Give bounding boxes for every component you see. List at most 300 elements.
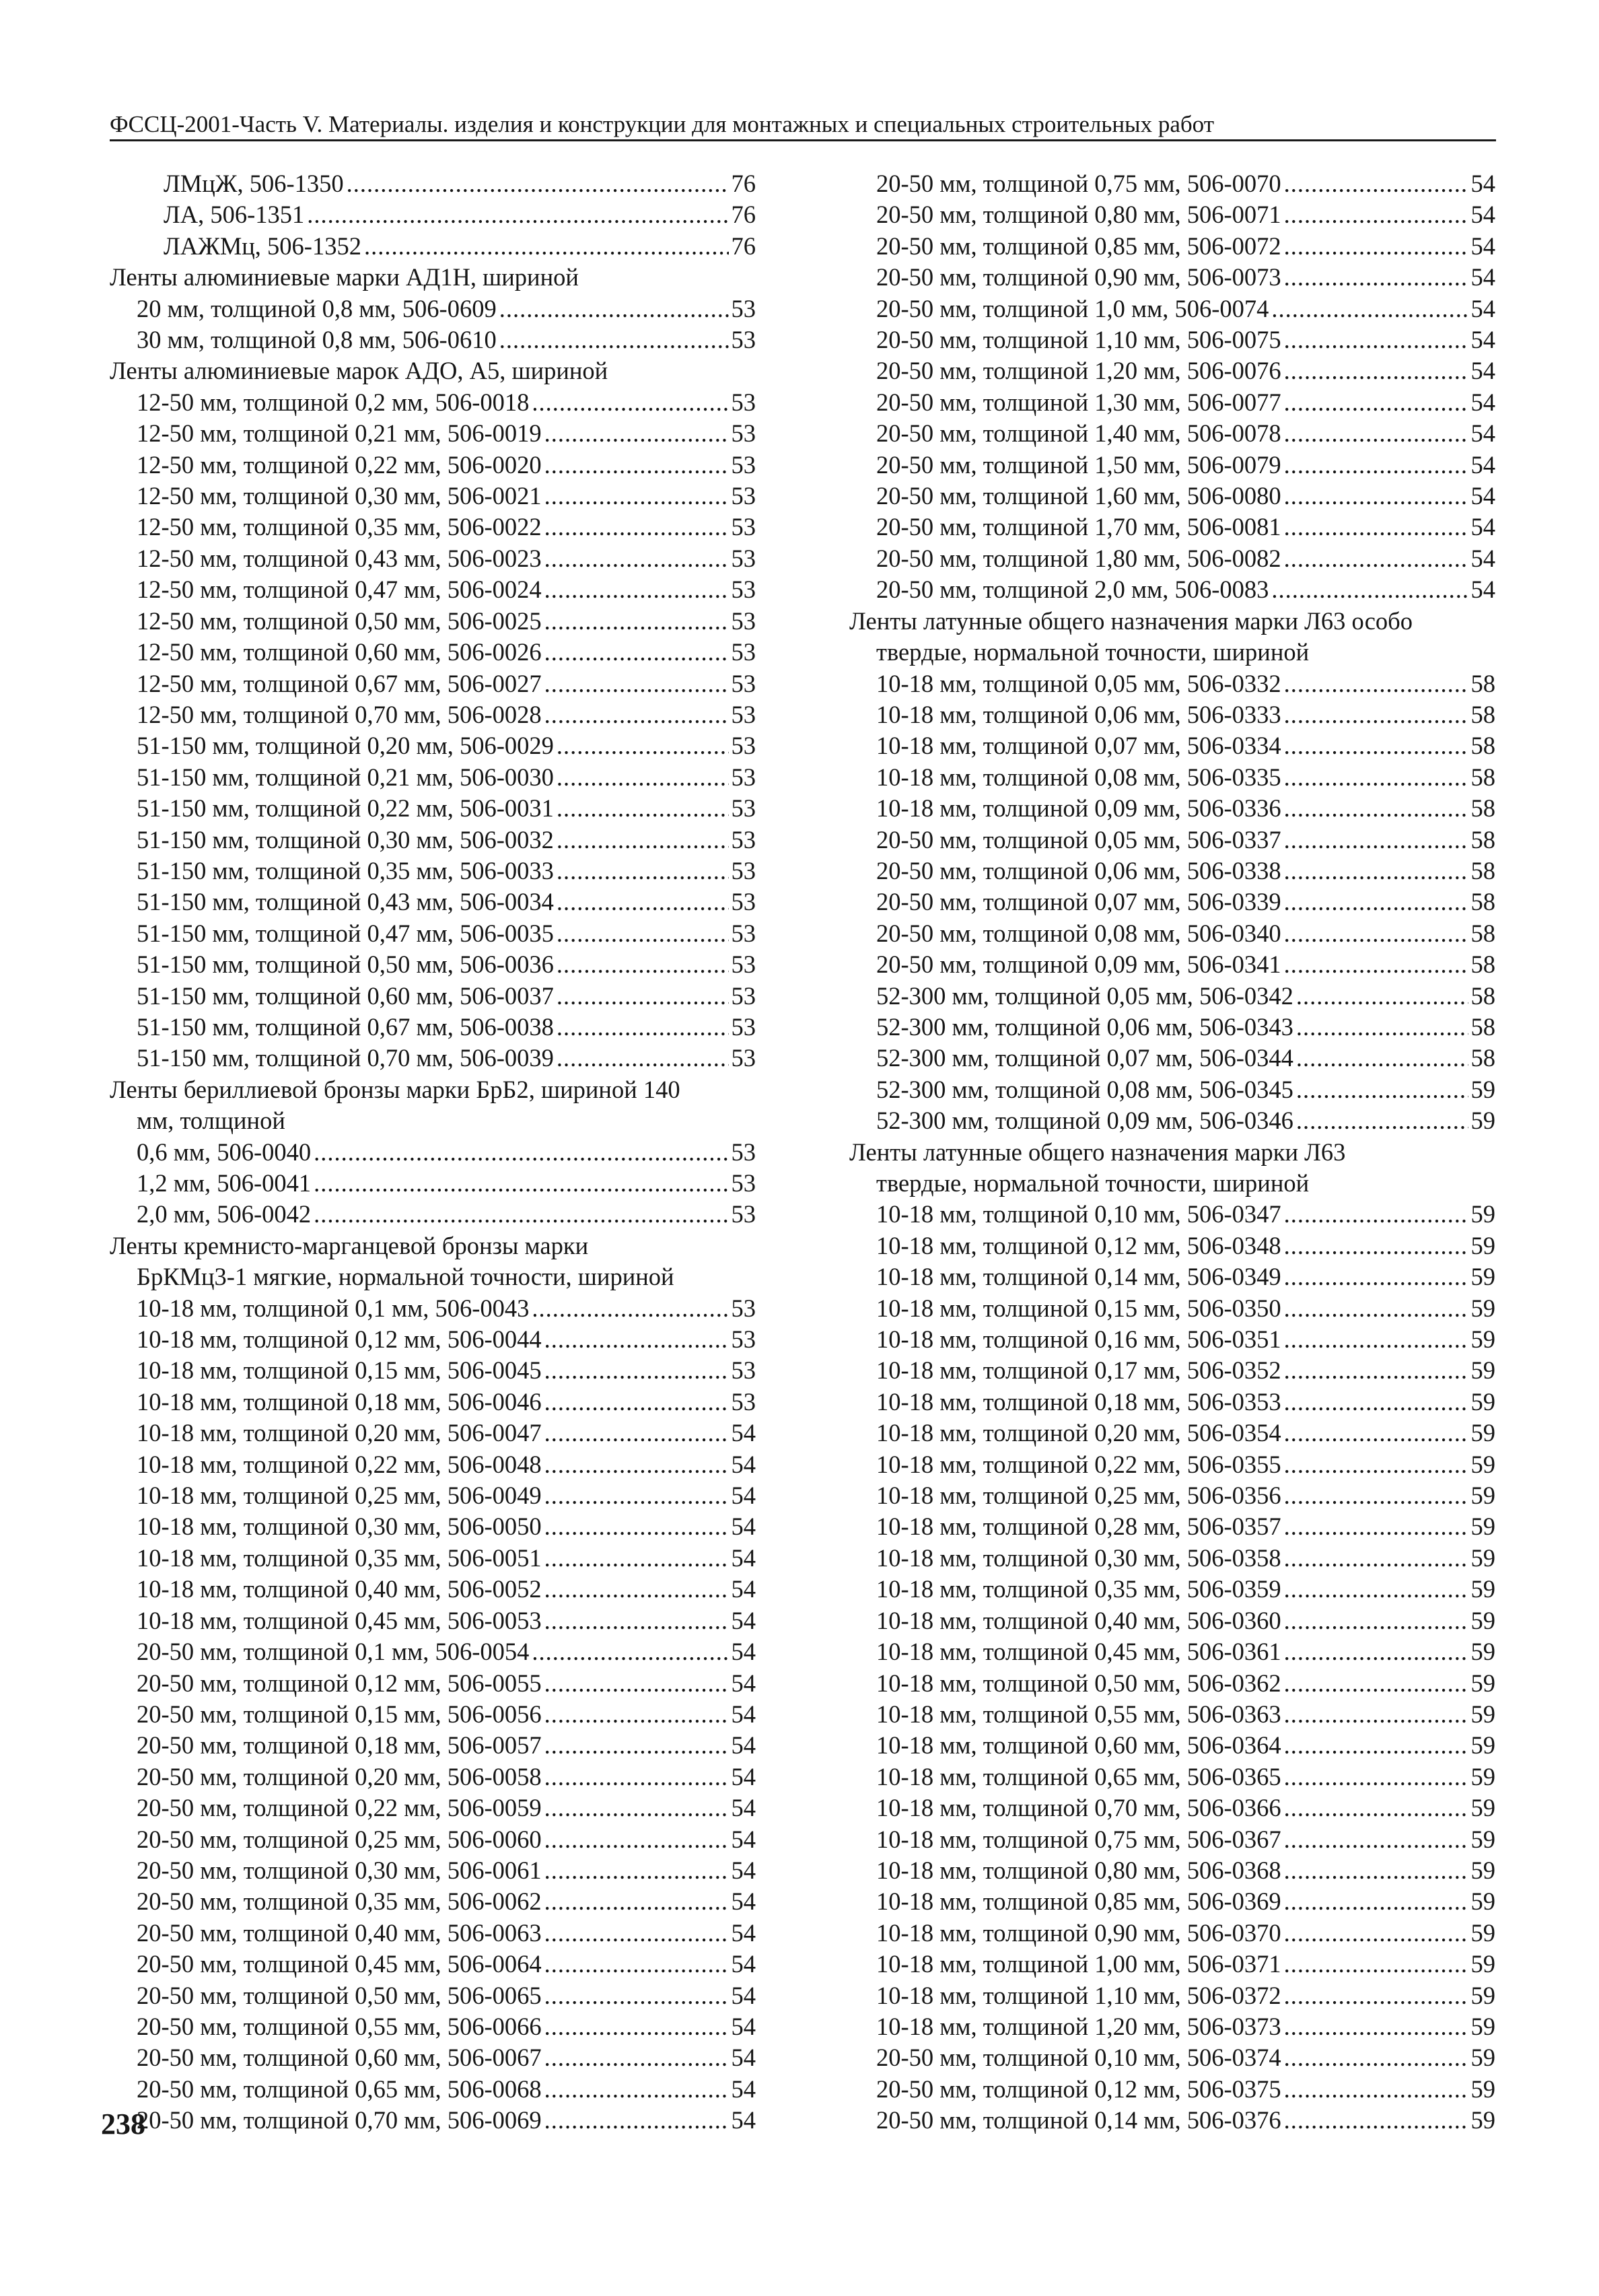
entry-page-ref: 54: [731, 1918, 756, 1947]
entry-page-ref: 58: [1470, 794, 1495, 823]
entry-page-ref: 53: [731, 638, 756, 666]
entry-label: 20-50 мм, толщиной 0,70 мм, 506-0069: [137, 2106, 542, 2134]
dot-leader: [1284, 1261, 1468, 1292]
entry-page-ref: 58: [1470, 763, 1495, 791]
entry-page-ref: 54: [731, 1606, 756, 1634]
index-entry: [110, 1449, 756, 1480]
dot-leader: [544, 2074, 729, 2105]
dot-leader: [1284, 1418, 1468, 1449]
dot-leader: [1271, 574, 1468, 605]
dot-leader: [544, 2011, 729, 2042]
entry-label: 20-50 мм, толщиной 0,14 мм, 506-0376: [876, 2106, 1281, 2134]
entry-label: 10-18 мм, толщиной 0,50 мм, 506-0362: [876, 1669, 1281, 1697]
entry-label: 10-18 мм, толщиной 0,40 мм, 506-0052: [137, 1575, 542, 1603]
dot-leader: [499, 293, 729, 324]
dot-leader: [1296, 981, 1468, 1012]
entry-label: 20-50 мм, толщиной 0,55 мм, 506-0066: [137, 2012, 542, 2040]
entry-page-ref: 53: [731, 450, 756, 479]
dot-leader: [557, 918, 729, 949]
entry-page-ref: 54: [731, 1450, 756, 1478]
entry-page-ref: 53: [731, 1012, 756, 1041]
index-entry: [849, 543, 1495, 574]
entry-page-ref: 59: [1470, 1794, 1495, 1822]
index-entry: [110, 981, 756, 1012]
index-entry: [110, 1730, 756, 1761]
index-entry: [849, 1230, 1495, 1261]
entry-label: 10-18 мм, толщиной 0,45 мм, 506-0053: [137, 1606, 542, 1634]
dot-leader: [1284, 762, 1468, 793]
index-entry: [110, 231, 756, 262]
dot-leader: [1296, 1105, 1468, 1136]
index-heading: Ленты бериллиевой бронзы марки БрБ2, шириной 140: [110, 1075, 680, 1103]
dot-leader: [1284, 231, 1468, 262]
entry-page-ref: 54: [1470, 544, 1495, 572]
index-column-right: [849, 168, 1495, 2136]
index-entry: [849, 1324, 1495, 1355]
dot-leader: [314, 1168, 728, 1199]
dot-leader: [1284, 1668, 1468, 1699]
index-entry: [110, 1293, 756, 1324]
dot-leader: [544, 481, 729, 512]
entry-page-ref: 54: [731, 2044, 756, 2072]
index-entry: [849, 1387, 1495, 1418]
entry-page-ref: 59: [1470, 1387, 1495, 1416]
dot-leader: [1284, 1730, 1468, 1761]
index-entry: [849, 856, 1495, 886]
entry-page-ref: 53: [731, 856, 756, 884]
entry-page-ref: 54: [731, 2075, 756, 2103]
entry-page-ref: 59: [1470, 2044, 1495, 2072]
index-heading: Ленты латунные общего назначения марки Л63 особо: [849, 606, 1413, 635]
entry-label: 20-50 мм, толщиной 0,22 мм, 506-0059: [137, 1794, 542, 1822]
entry-label: 10-18 мм, толщиной 1,00 мм, 506-0371: [876, 1950, 1281, 1978]
index-entry: [110, 481, 756, 512]
dot-leader: [1271, 293, 1468, 324]
dot-leader: [1284, 699, 1468, 730]
entry-label: 12-50 мм, толщиной 0,35 мм, 506-0022: [137, 513, 542, 541]
entry-label: 20-50 мм, толщиной 0,06 мм, 506-0338: [876, 856, 1281, 884]
entry-label: 20-50 мм, толщиной 1,30 мм, 506-0077: [876, 388, 1281, 416]
dot-leader: [1296, 1043, 1468, 1074]
entry-label: 20-50 мм, толщиной 0,10 мм, 506-0374: [876, 2044, 1281, 2072]
dot-leader: [1284, 199, 1468, 230]
dot-leader: [1284, 1574, 1468, 1605]
entry-label: 10-18 мм, толщиной 0,18 мм, 506-0046: [137, 1387, 542, 1416]
index-entry: [110, 199, 756, 230]
dot-leader: [532, 1293, 728, 1324]
index-entry: [110, 2042, 756, 2073]
entry-page-ref: 53: [731, 513, 756, 541]
index-entry: [849, 1980, 1495, 2011]
entry-page-ref: 59: [1470, 1762, 1495, 1790]
index-entry: [110, 793, 756, 824]
dot-leader: [544, 1511, 729, 1542]
entry-label: 20-50 мм, толщиной 0,90 мм, 506-0073: [876, 263, 1281, 291]
entry-label: 10-18 мм, толщиной 0,85 мм, 506-0369: [876, 1887, 1281, 1916]
entry-label: 10-18 мм, толщиной 0,40 мм, 506-0360: [876, 1606, 1281, 1634]
entry-page-ref: 53: [731, 1294, 756, 1322]
entry-label: 10-18 мм, толщиной 0,30 мм, 506-0358: [876, 1543, 1281, 1572]
index-entry: [110, 1980, 756, 2011]
entry-page-ref: 53: [731, 732, 756, 760]
dot-leader: [544, 418, 729, 449]
dot-leader: [1284, 1980, 1468, 2011]
entry-page-ref: 54: [731, 1575, 756, 1603]
index-entry: [110, 1793, 756, 1823]
index-entry: [110, 418, 756, 449]
index-entry: [110, 2105, 756, 2136]
index-entry: [849, 262, 1495, 293]
entry-label: 10-18 мм, толщиной 0,10 мм, 506-0347: [876, 1200, 1281, 1228]
index-entry: [110, 730, 756, 761]
index-entry: [110, 918, 756, 949]
dot-leader: [314, 1199, 728, 1230]
index-entry: [110, 856, 756, 886]
entry-label: 10-18 мм, толщиной 0,80 мм, 506-0368: [876, 1856, 1281, 1884]
entry-page-ref: 59: [1470, 1638, 1495, 1666]
dot-leader: [532, 1636, 728, 1667]
dot-leader: [1284, 1793, 1468, 1823]
entry-label: 12-50 мм, толщиной 0,67 мм, 506-0027: [137, 669, 542, 697]
entry-page-ref: 58: [1470, 1012, 1495, 1041]
dot-leader: [1284, 450, 1468, 481]
dot-leader: [1284, 1949, 1468, 1980]
entry-page-ref: 54: [1470, 232, 1495, 260]
index-entry: [110, 387, 756, 418]
index-entry: [110, 2074, 756, 2105]
index-entry: [110, 1699, 756, 1730]
index-entry: [110, 1543, 756, 1574]
index-entry: [849, 1918, 1495, 1949]
dot-leader: [544, 1730, 729, 1761]
index-entry: [849, 324, 1495, 355]
index-entry: [849, 1636, 1495, 1667]
entry-label: 12-50 мм, толщиной 0,50 мм, 506-0025: [137, 606, 542, 635]
dot-leader: [1284, 543, 1468, 574]
index-entry: [849, 1668, 1495, 1699]
dot-leader: [1284, 1636, 1468, 1667]
page-number: 238: [101, 2108, 145, 2141]
dot-leader: [314, 1137, 728, 1168]
entry-page-ref: 54: [731, 1794, 756, 1822]
entry-label: 20-50 мм, толщиной 0,09 мм, 506-0341: [876, 950, 1281, 979]
entry-page-ref: 54: [731, 1981, 756, 2009]
index-entry: [849, 1480, 1495, 1511]
dot-leader: [1284, 418, 1468, 449]
entry-page-ref: 54: [731, 1638, 756, 1666]
dot-leader: [544, 1918, 729, 1949]
index-entry: [849, 231, 1495, 262]
entry-page-ref: 59: [1470, 1981, 1495, 2009]
dot-leader: [1284, 1918, 1468, 1949]
entry-page-ref: 53: [731, 576, 756, 604]
dot-leader: [544, 543, 729, 574]
index-entry: [110, 1043, 756, 1074]
dot-leader: [544, 1886, 729, 1917]
dot-leader: [544, 637, 729, 668]
entry-page-ref: 53: [731, 1325, 756, 1354]
entry-page-ref: 54: [1470, 513, 1495, 541]
dot-leader: [544, 1480, 729, 1511]
dot-leader: [544, 450, 729, 481]
dot-leader: [1284, 2074, 1468, 2105]
index-entry: [110, 606, 756, 637]
dot-leader: [499, 324, 729, 355]
index-entry: [849, 1605, 1495, 1636]
entry-page-ref: 54: [731, 1731, 756, 1760]
index-entry: [110, 1824, 756, 1855]
dot-leader: [1284, 2105, 1468, 2136]
entry-page-ref: 54: [731, 1762, 756, 1790]
entry-page-ref: 58: [1470, 700, 1495, 728]
index-entry: [849, 918, 1495, 949]
index-column-left: [110, 168, 756, 2136]
index-entry: [849, 1355, 1495, 1386]
dot-leader: [544, 1855, 729, 1886]
entry-page-ref: 59: [1470, 2075, 1495, 2103]
entry-label: 52-300 мм, толщиной 0,07 мм, 506-0344: [876, 1044, 1293, 1072]
index-entry: [110, 1355, 756, 1386]
entry-label: 12-50 мм, толщиной 0,22 мм, 506-0020: [137, 450, 542, 479]
entry-label: 51-150 мм, толщиной 0,20 мм, 506-0029: [137, 732, 554, 760]
index-heading: Ленты латунные общего назначения марки Л63: [849, 1138, 1346, 1166]
index-entry: [110, 886, 756, 917]
dot-leader: [1284, 168, 1468, 199]
entry-page-ref: 53: [731, 1044, 756, 1072]
index-entry: [849, 512, 1495, 543]
index-heading: твердые, нормальной точности, шириной: [876, 1169, 1310, 1197]
index-entry: [110, 825, 756, 856]
dot-leader: [544, 1824, 729, 1855]
index-entry: [110, 1418, 756, 1449]
entry-page-ref: 54: [1470, 388, 1495, 416]
entry-page-ref: 54: [731, 1950, 756, 1978]
entry-page-ref: 54: [731, 1669, 756, 1697]
entry-page-ref: 53: [731, 888, 756, 916]
entry-label: 20-50 мм, толщиной 0,08 мм, 506-0340: [876, 919, 1281, 947]
entry-page-ref: 59: [1470, 1669, 1495, 1697]
entry-label: 10-18 мм, толщиной 0,15 мм, 506-0350: [876, 1294, 1281, 1322]
dot-leader: [1284, 1355, 1468, 1386]
index-entry: [849, 1261, 1495, 1292]
entry-label: 10-18 мм, толщиной 0,1 мм, 506-0043: [137, 1294, 530, 1322]
entry-label: 20-50 мм, толщиной 0,80 мм, 506-0071: [876, 201, 1281, 229]
index-entry: [849, 730, 1495, 761]
entry-label: 52-300 мм, толщиной 0,09 мм, 506-0346: [876, 1107, 1293, 1135]
entry-page-ref: 54: [1470, 357, 1495, 385]
entry-label: 10-18 мм, толщиной 0,08 мм, 506-0335: [876, 763, 1281, 791]
entry-label: ЛА, 506-1351: [164, 201, 305, 229]
dot-leader: [544, 1387, 729, 1418]
index-entry: [849, 793, 1495, 824]
dot-leader: [557, 793, 729, 824]
dot-leader: [544, 606, 729, 637]
dot-leader: [1284, 1511, 1468, 1542]
index-heading: Ленты алюминиевые марок АДО, А5, шириной: [110, 357, 608, 385]
index-entry: [110, 1012, 756, 1043]
dot-leader: [1284, 1605, 1468, 1636]
entry-page-ref: 59: [1470, 1450, 1495, 1478]
index-entry: [849, 168, 1495, 199]
entry-page-ref: 59: [1470, 1543, 1495, 1572]
index-entry: [110, 1605, 756, 1636]
entry-page-ref: 53: [731, 1169, 756, 1197]
dot-leader: [307, 199, 728, 230]
index-entry: [849, 199, 1495, 230]
dot-leader: [544, 1949, 729, 1980]
entry-label: 20-50 мм, толщиной 1,70 мм, 506-0081: [876, 513, 1281, 541]
index-entry: [110, 1762, 756, 1793]
entry-page-ref: 59: [1470, 1263, 1495, 1291]
dot-leader: [1284, 949, 1468, 980]
entry-label: 10-18 мм, толщиной 0,25 мм, 506-0049: [137, 1482, 542, 1510]
entry-label: 20-50 мм, толщиной 0,05 мм, 506-0337: [876, 825, 1281, 854]
entry-page-ref: 54: [731, 1700, 756, 1728]
entry-page-ref: 59: [1470, 1512, 1495, 1541]
entry-page-ref: 54: [731, 2012, 756, 2040]
index-entry: [110, 1636, 756, 1667]
entry-label: 20-50 мм, толщиной 0,1 мм, 506-0054: [137, 1638, 530, 1666]
dot-leader: [544, 1574, 729, 1605]
entry-page-ref: 58: [1470, 856, 1495, 884]
dot-leader: [544, 1355, 729, 1386]
entry-label: 20-50 мм, толщиной 0,07 мм, 506-0339: [876, 888, 1281, 916]
dot-leader: [347, 168, 729, 199]
dot-leader: [1296, 1074, 1468, 1105]
index-entry: [849, 418, 1495, 449]
entry-label: 20-50 мм, толщиной 0,45 мм, 506-0064: [137, 1950, 542, 1978]
entry-label: 10-18 мм, толщиной 0,22 мм, 506-0355: [876, 1450, 1281, 1478]
dot-leader: [1284, 2011, 1468, 2042]
entry-label: 20-50 мм, толщиной 0,20 мм, 506-0058: [137, 1762, 542, 1790]
index-entry: [849, 1886, 1495, 1917]
entry-page-ref: 59: [1470, 1482, 1495, 1510]
entry-label: 20-50 мм, толщиной 0,35 мм, 506-0062: [137, 1887, 542, 1916]
entry-label: 51-150 мм, толщиной 0,70 мм, 506-0039: [137, 1044, 554, 1072]
entry-page-ref: 53: [731, 950, 756, 979]
entry-page-ref: 53: [731, 419, 756, 448]
entry-label: 10-18 мм, толщиной 0,75 мм, 506-0367: [876, 1825, 1281, 1853]
index-entry: [849, 481, 1495, 512]
entry-page-ref: 53: [731, 1138, 756, 1166]
dot-leader: [544, 668, 729, 699]
entry-page-ref: 53: [731, 1200, 756, 1228]
entry-label: 10-18 мм, толщиной 0,16 мм, 506-0351: [876, 1325, 1281, 1354]
index-entry: [849, 1043, 1495, 1074]
entry-label: 20-50 мм, толщиной 1,0 мм, 506-0074: [876, 294, 1269, 322]
dot-leader: [544, 1762, 729, 1793]
entry-label: 30 мм, толщиной 0,8 мм, 506-0610: [137, 326, 497, 354]
entry-label: 51-150 мм, толщиной 0,47 мм, 506-0035: [137, 919, 554, 947]
index-heading: Ленты кремнисто-марганцевой бронзы марки: [110, 1231, 589, 1259]
entry-label: 1,2 мм, 506-0041: [137, 1169, 312, 1197]
entry-page-ref: 59: [1470, 1575, 1495, 1603]
entry-label: 10-18 мм, толщиной 0,12 мм, 506-0044: [137, 1325, 542, 1354]
dot-leader: [557, 1043, 729, 1074]
index-entry: [110, 293, 756, 324]
entry-page-ref: 54: [731, 2106, 756, 2134]
dot-leader: [1284, 1824, 1468, 1855]
entry-label: 52-300 мм, толщиной 0,06 мм, 506-0343: [876, 1012, 1293, 1041]
index-entry: [110, 543, 756, 574]
entry-label: 10-18 мм, толщиной 1,20 мм, 506-0373: [876, 2012, 1281, 2040]
entry-label: 10-18 мм, толщиной 1,10 мм, 506-0372: [876, 1981, 1281, 2009]
index-entry: [849, 1449, 1495, 1480]
entry-label: 20-50 мм, толщиной 1,80 мм, 506-0082: [876, 544, 1281, 572]
dot-leader: [544, 574, 729, 605]
entry-page-ref: 53: [731, 919, 756, 947]
entry-label: 10-18 мм, толщиной 0,07 мм, 506-0334: [876, 732, 1281, 760]
entry-page-ref: 59: [1470, 1294, 1495, 1322]
dot-leader: [1284, 2042, 1468, 2073]
entry-page-ref: 53: [731, 388, 756, 416]
entry-label: 20-50 мм, толщиной 0,25 мм, 506-0060: [137, 1825, 542, 1853]
dot-leader: [1284, 1855, 1468, 1886]
dot-leader: [1284, 355, 1468, 386]
entry-label: 10-18 мм, толщиной 0,65 мм, 506-0365: [876, 1762, 1281, 1790]
entry-label: 10-18 мм, толщиной 0,05 мм, 506-0332: [876, 669, 1281, 697]
index-entry: [110, 450, 756, 481]
index-entry: [849, 1418, 1495, 1449]
entry-page-ref: 54: [731, 1543, 756, 1572]
index-entry: [110, 762, 756, 793]
index-entry: [849, 2074, 1495, 2105]
entry-label: 51-150 мм, толщиной 0,22 мм, 506-0031: [137, 794, 554, 823]
entry-label: 20-50 мм, толщиной 1,60 мм, 506-0080: [876, 482, 1281, 510]
dot-leader: [544, 512, 729, 543]
entry-page-ref: 54: [731, 1482, 756, 1510]
dot-leader: [364, 231, 729, 262]
entry-label: 20-50 мм, толщиной 2,0 мм, 506-0083: [876, 576, 1269, 604]
dot-leader: [532, 387, 728, 418]
entry-label: 51-150 мм, толщиной 0,50 мм, 506-0036: [137, 950, 554, 979]
index-entry: [849, 699, 1495, 730]
entry-page-ref: 58: [1470, 950, 1495, 979]
entry-label: 52-300 мм, толщиной 0,05 мм, 506-0342: [876, 981, 1293, 1010]
entry-page-ref: 59: [1470, 1200, 1495, 1228]
dot-leader: [544, 2105, 729, 2136]
entry-page-ref: 53: [731, 1356, 756, 1385]
index-entry: [849, 668, 1495, 699]
index-entry: [849, 1074, 1495, 1105]
dot-leader: [1284, 1387, 1468, 1418]
entry-label: 10-18 мм, толщиной 0,20 мм, 506-0047: [137, 1419, 542, 1447]
index-entry: [849, 825, 1495, 856]
entry-page-ref: 59: [1470, 1231, 1495, 1259]
dot-leader: [544, 1699, 729, 1730]
index-heading: твердые, нормальной точности, шириной: [876, 638, 1310, 666]
entry-page-ref: 54: [1470, 170, 1495, 197]
index-entry: [849, 1730, 1495, 1761]
entry-label: 20-50 мм, толщиной 0,85 мм, 506-0072: [876, 232, 1281, 260]
index-entry: [849, 981, 1495, 1012]
entry-page-ref: 54: [731, 1512, 756, 1541]
entry-page-ref: 53: [731, 1387, 756, 1416]
entry-page-ref: 76: [731, 170, 756, 197]
entry-page-ref: 53: [731, 482, 756, 510]
entry-page-ref: 54: [731, 1887, 756, 1916]
dot-leader: [1284, 1480, 1468, 1511]
entry-label: 10-18 мм, толщиной 0,22 мм, 506-0048: [137, 1450, 542, 1478]
index-entry: [849, 886, 1495, 917]
entry-label: 51-150 мм, толщиной 0,35 мм, 506-0033: [137, 856, 554, 884]
entry-page-ref: 59: [1470, 1107, 1495, 1135]
dot-leader: [1284, 825, 1468, 856]
entry-page-ref: 53: [731, 794, 756, 823]
index-entry: [110, 512, 756, 543]
entry-label: 10-18 мм, толщиной 0,14 мм, 506-0349: [876, 1263, 1281, 1291]
index-entry: [849, 1199, 1495, 1230]
